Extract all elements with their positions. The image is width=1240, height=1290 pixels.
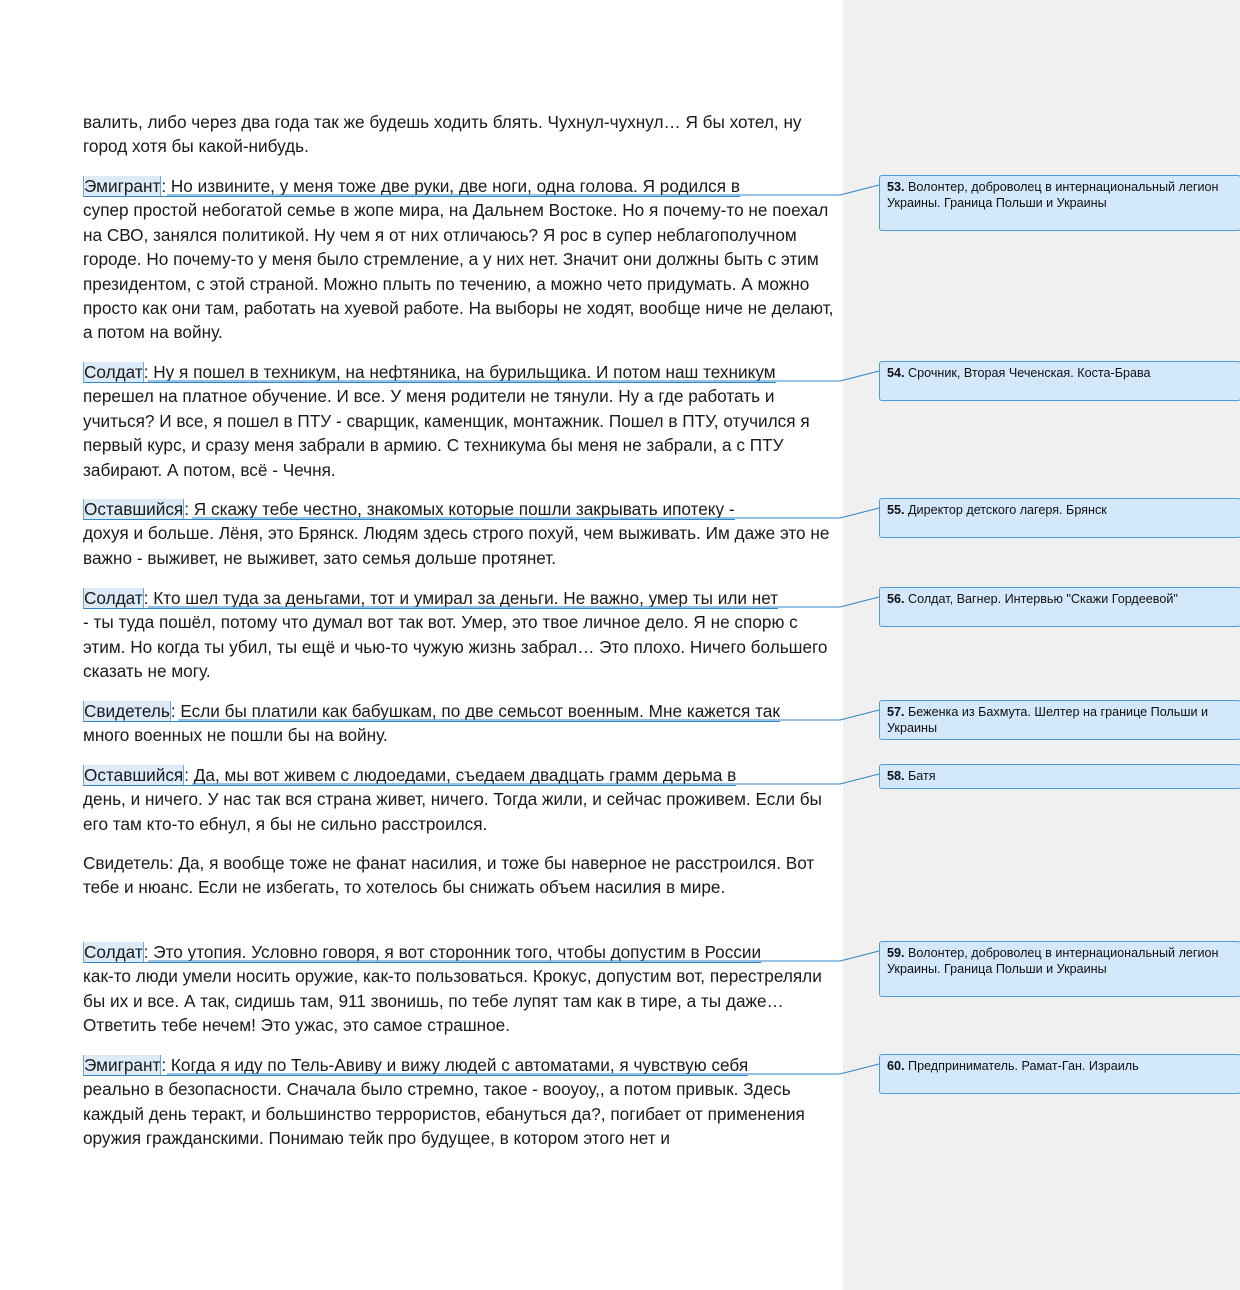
paragraph-text: супер простой небогатой семье в жопе мира, на Дальнем Востоке. Но я почему-то не поехал на СВО, занялся политикой. Ну чем я от них отличаюсь? Я рос в супер неблагополучном городе. Но почему-то у меня было стремление, а у них нет. Значит они должны быть с этим президентом, с этой страной. Можно плыть по течению, а можно чето придумать. А можно просто как они там, работать на хуевой работе. На выборы не ходят, вообще ниче не делают, а потом на войну. xyxy=(83,200,834,343)
comment-number: 58. xyxy=(887,769,905,783)
paragraph-text: много военных не пошли бы на войну. xyxy=(83,725,388,746)
commented-text[interactable]: : Я скажу тебе честно, знакомых которые пошли закрывать ипотеку - xyxy=(184,499,735,519)
speaker-emigrant[interactable]: Эмигрант xyxy=(84,1055,161,1075)
paragraph-3 xyxy=(83,497,835,570)
paragraph-text: перешел на платное обучение. И все. У меня родители не тянули. Ну а где работать и учиться? И все, я пошел в ПТУ - сварщик, каменщик, монтажник. Пошел в ПТУ, отучился я первый курс, и сразу меня забрали в армию. С техникума бы меня не забрали, а с ПТУ забирают. А потом, всё - Чечня. xyxy=(83,386,810,480)
commented-text[interactable]: : Но извините, у меня тоже две руки, две ноги, одна голова. Я родился в xyxy=(161,176,740,196)
comment-text: Волонтер, доброволец в интернациональный легион Украины. Граница Польши и Украины xyxy=(887,946,1219,977)
commented-text[interactable]: : Кто шел туда за деньгами, тот и умирал за деньги. Не важно, умер ты или нет xyxy=(143,588,779,608)
paragraph-text: реально в безопасности. Сначала было стремно, такое - вооуоу,, а потом привык. Здесь каждый день теракт, и большинство террористов, ебануться да?, погибает от применения оружия гражданскими. Понимаю тейк про будущее, в котором этого нет и xyxy=(83,1079,805,1149)
comment-number: 55. xyxy=(887,503,905,517)
commented-text[interactable]: : Когда я иду по Тель-Авиву и вижу людей с автоматами, я чувствую себя xyxy=(161,1055,749,1075)
comment-text: Солдат, Вагнер. Интервью "Скажи Гордеевой" xyxy=(908,592,1178,606)
paragraph-2 xyxy=(83,360,835,482)
commented-text[interactable]: : Ну я пошел в техникум, на нефтяника, на бурильщика. И потом наш техникум xyxy=(143,362,776,382)
comment-59[interactable] xyxy=(879,941,1240,997)
comment-60[interactable] xyxy=(879,1054,1240,1094)
paragraph-7 xyxy=(83,851,835,900)
comment-56[interactable] xyxy=(879,587,1240,627)
speaker-soldier[interactable]: Солдат xyxy=(84,362,143,382)
paragraph-8 xyxy=(83,940,835,1038)
speaker-remaining[interactable]: Оставшийся xyxy=(84,765,184,785)
paragraph-text: - ты туда пошёл, потому что думал вот так вот. Умер, это твое личное дело. Я не спорю с этим. Но когда ты убил, ты ещё и чью-то чужую жизнь забрал… Это плохо. Ничего большего сказать не могу. xyxy=(83,612,828,682)
comment-57[interactable] xyxy=(879,700,1240,740)
paragraph-4 xyxy=(83,586,835,684)
paragraph-0 xyxy=(83,110,835,159)
comment-58[interactable] xyxy=(879,764,1240,789)
comment-55[interactable] xyxy=(879,498,1240,538)
paragraph-9 xyxy=(83,1053,835,1151)
comment-text: Батя xyxy=(908,769,936,783)
speaker-witness[interactable]: Свидетель xyxy=(84,701,170,721)
paragraph-text: как-то люди умели носить оружие, как-то пользоваться. Крокус, допустим вот, перестреляли бы их и все. А так, сидишь там, 911 звонишь, по тебе лупят там как в тире, а ты даже… Ответить тебе нечем! Это ужас, это самое страшное. xyxy=(83,966,822,1036)
comment-number: 59. xyxy=(887,946,905,960)
commented-text[interactable]: : Да, мы вот живем с людоедами, съедаем двадцать грамм дерьма в xyxy=(184,765,737,785)
comment-number: 54. xyxy=(887,366,905,380)
comment-54[interactable] xyxy=(879,361,1240,401)
paragraph-text: Свидетель: Да, я вообще тоже не фанат насилия, и тоже бы наверное не расстроился. Вот тебе и нюанс. Если не избегать, то хотелось бы снижать объем насилия в мире. xyxy=(83,853,815,898)
comment-number: 60. xyxy=(887,1059,905,1073)
speaker-remaining[interactable]: Оставшийся xyxy=(84,499,184,519)
speaker-soldier[interactable]: Солдат xyxy=(84,588,143,608)
comment-text: Предприниматель. Рамат-Ган. Израиль xyxy=(908,1059,1139,1073)
comment-number: 53. xyxy=(887,180,905,194)
paragraph-text: валить, либо через два года так же будешь ходить блять. Чухнул-чухнул… Я бы хотел, ну город хотя бы какой-нибудь. xyxy=(83,112,802,157)
speaker-emigrant[interactable]: Эмигрант xyxy=(84,176,161,196)
comment-text: Волонтер, доброволец в интернациональный легион Украины. Граница Польши и Украины xyxy=(887,180,1219,211)
paragraph-5 xyxy=(83,699,835,748)
comment-number: 56. xyxy=(887,592,905,606)
comment-53[interactable] xyxy=(879,175,1240,231)
paragraph-1 xyxy=(83,174,835,345)
commented-text[interactable]: : Это утопия. Условно говоря, я вот сторонник того, чтобы допустим в России xyxy=(143,942,762,962)
paragraph-text: день, и ничего. У нас так вся страна живет, ничего. Тогда жили, и сейчас проживем. Если бы его там кто-то ебнул, я бы не сильно расстроился. xyxy=(83,789,822,834)
commented-text[interactable]: : Если бы платили как бабушкам, по две семьсот военным. Мне кажется так xyxy=(170,701,780,721)
speaker-soldier[interactable]: Солдат xyxy=(84,942,143,962)
comment-text: Директор детского лагеря. Брянск xyxy=(908,503,1107,517)
comment-number: 57. xyxy=(887,705,905,719)
paragraph-text: дохуя и больше. Лёня, это Брянск. Людям здесь строго похуй, чем выживать. Им даже это не важно - выживет, не выживет, зато семья дольше протянет. xyxy=(83,523,830,568)
comment-text: Срочник, Вторая Чеченская. Коста-Брава xyxy=(908,366,1151,380)
paragraph-6 xyxy=(83,763,835,836)
comment-text: Беженка из Бахмута. Шелтер на границе Польши и Украины xyxy=(887,705,1209,736)
